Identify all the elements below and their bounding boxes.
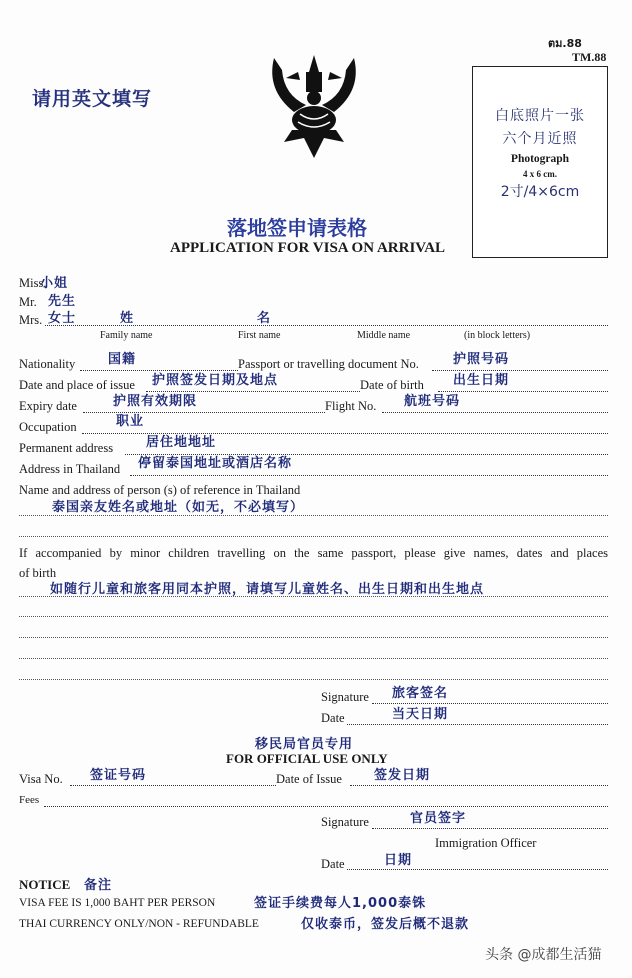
reference-field-line-1[interactable] [19, 515, 608, 516]
visa-no-hint: 签证号码 [90, 768, 147, 783]
caption-block-letters: (in block letters) [464, 330, 531, 341]
flight-field[interactable] [382, 412, 608, 413]
name-input-line[interactable] [45, 325, 608, 326]
caption-middle-name: Middle name [357, 330, 411, 341]
caption-family-name: Family name [100, 330, 153, 341]
officer-date-label: Date [321, 857, 345, 871]
instruction-text: 请用英文填写 [32, 88, 153, 110]
reference-label: Name and address of person (s) of reference in Thailand [19, 483, 301, 497]
title-mrs[interactable]: Mrs. [19, 313, 43, 327]
date-of-issue-field[interactable] [350, 785, 608, 786]
address-thailand-label: Address in Thailand [19, 462, 121, 476]
photo-instruction-1: 白底照片一张 [495, 108, 585, 124]
notice-fee-cn: 签证手续费每人1,000泰铢 [254, 896, 427, 911]
visa-no-field[interactable] [70, 785, 276, 786]
officer-signature-label: Signature [321, 815, 369, 829]
children-label-2: of birth [19, 566, 57, 580]
dob-hint: 出生日期 [453, 373, 510, 388]
officer-date-hint: 日期 [384, 853, 413, 868]
flight-hint: 航班号码 [404, 394, 461, 409]
title-miss[interactable]: Miss. [19, 276, 47, 290]
date-of-issue-hint: 签发日期 [374, 768, 431, 783]
date-of-issue-label: Date of Issue [276, 772, 342, 786]
dob-field[interactable] [438, 391, 608, 392]
children-hint: 如随行儿童和旅客用同本护照，请填写儿童姓名、出生日期和出生地点 [50, 582, 485, 597]
occupation-hint: 职业 [116, 414, 145, 429]
garuda-emblem-icon [264, 50, 364, 162]
date-label: Date [321, 711, 345, 725]
notice-currency: THAI CURRENCY ONLY/NON - REFUNDABLE [19, 918, 259, 930]
title-mr-cn: 先生 [48, 294, 77, 309]
address-thailand-hint: 停留泰国地址或酒店名称 [138, 456, 293, 471]
expiry-label: Expiry date [19, 399, 77, 413]
notice-heading: NOTICE [19, 877, 71, 892]
form-code-thai: ตม.88 [548, 37, 582, 50]
title-mr[interactable]: Mr. [19, 295, 37, 309]
passport-hint: 护照号码 [453, 352, 510, 367]
reference-field-line-2[interactable] [19, 536, 608, 537]
visa-no-label: Visa No. [19, 772, 63, 786]
officer-caption: Immigration Officer [435, 836, 537, 850]
family-name-hint: 姓 [120, 311, 135, 326]
occupation-label: Occupation [19, 420, 77, 434]
official-heading-en: FOR OFFICIAL USE ONLY [226, 751, 388, 766]
form-code: TM.88 [572, 50, 607, 64]
permanent-address-label: Permanent address [19, 441, 114, 455]
reference-hint: 泰国亲友姓名或地址（如无，不必填写） [52, 500, 305, 515]
photo-size-cn: 2寸/4×6cm [500, 184, 580, 200]
signature-hint: 旅客签名 [392, 686, 449, 701]
photo-instruction-2: 六个月近照 [502, 131, 578, 147]
children-field-line-5[interactable] [19, 679, 608, 680]
notice-heading-cn: 备注 [84, 878, 113, 893]
children-field-line-2[interactable] [19, 616, 608, 617]
officer-signature-hint: 官员签字 [410, 811, 467, 826]
officer-date-field[interactable] [347, 869, 608, 870]
title-miss-cn: 小姐 [40, 276, 69, 291]
dob-label: Date of birth [360, 378, 424, 392]
title-cn: 落地签申请表格 [227, 216, 367, 240]
date-hint: 当天日期 [392, 707, 449, 722]
children-field-line-4[interactable] [19, 658, 608, 659]
nationality-hint: 国籍 [108, 352, 137, 367]
signature-label: Signature [321, 690, 369, 704]
caption-first-name: First name [238, 330, 281, 341]
flight-label: Flight No. [325, 399, 377, 413]
title-en: APPLICATION FOR VISA ON ARRIVAL [170, 240, 446, 256]
children-field-line-1[interactable] [19, 596, 608, 597]
children-label-1: If accompanied by minor children travelling on the same passport, please give names, dates and places [19, 546, 608, 560]
notice-currency-cn: 仅收泰币，签发后概不退款 [301, 917, 470, 932]
passport-label: Passport or travelling document No. [238, 357, 419, 371]
issue-hint: 护照签发日期及地点 [152, 373, 279, 388]
issue-label: Date and place of issue [19, 378, 135, 392]
title-mrs-cn: 女士 [48, 311, 77, 326]
notice-fee: VISA FEE IS 1,000 BAHT PER PERSON [19, 897, 216, 909]
nationality-label: Nationality [19, 357, 76, 371]
photo-label: Photograph [510, 153, 570, 165]
permanent-address-hint: 居住地地址 [146, 435, 217, 450]
official-heading-cn: 移民局官员专用 [255, 737, 354, 752]
first-name-hint: 名 [257, 311, 272, 326]
children-field-line-3[interactable] [19, 637, 608, 638]
photo-size-en: 4 x 6 cm. [523, 169, 557, 179]
date-field[interactable] [347, 724, 608, 725]
address-thailand-field[interactable] [130, 475, 608, 476]
photo-box [472, 66, 608, 258]
fees-field[interactable] [44, 806, 608, 807]
officer-signature-field[interactable] [372, 828, 608, 829]
watermark: 头条 @成都生活猫 [485, 947, 602, 963]
fees-label: Fees [19, 794, 40, 806]
expiry-hint: 护照有效期限 [113, 394, 198, 409]
